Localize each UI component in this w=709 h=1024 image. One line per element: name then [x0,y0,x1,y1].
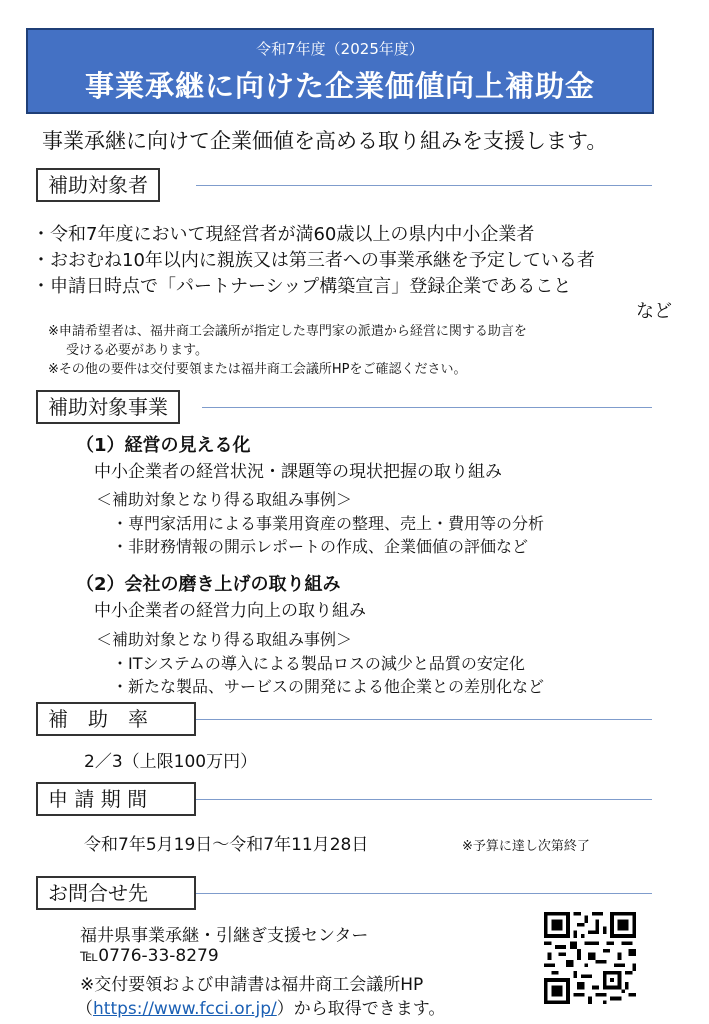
section-rule [202,407,652,408]
contact-org: 福井県事業承継・引継ぎ支援センター [80,926,369,946]
section-rule [196,719,652,720]
lead-text: 事業承継に向けて企業価値を高める取り組みを支援します。 [42,129,608,153]
target-bullet: ・申請日時点で「パートナーシップ構築宣言」登録企業であること [32,276,572,297]
section-target-label: 補助対象者 [36,168,160,202]
target-note: ※申請希望者は、福井商工会議所が指定した専門家の派遣から経営に関する助言を [48,324,527,339]
examples-title: ＜補助対象となり得る取組み事例＞ [96,490,353,509]
contact-tel: ℡0776-33-8279 [80,946,219,966]
website-link[interactable]: https://www.fcci.or.jp/ [93,999,277,1019]
page-title: 事業承継に向けた企業価値向上補助金 [84,69,595,103]
section-projects-label: 補助対象事業 [36,390,180,424]
qr-code-icon [544,912,636,1004]
target-etc: など [636,301,672,322]
project-desc: 中小企業者の経営状況・課題等の現状把握の取り組み [94,462,502,482]
url-paren-open: （ [76,999,93,1019]
target-note: 受ける必要があります。 [66,343,208,358]
examples-title: ＜補助対象となり得る取組み事例＞ [96,630,353,649]
title-banner [26,28,654,114]
target-bullet: ・令和7年度において現経営者が満60歳以上の県内中小企業者 [32,224,535,245]
period-note: ※予算に達し次第終了 [462,839,590,854]
example-item: ・新たな製品、サービスの開発による他企業との差別化など [112,677,545,696]
contact-note: ※交付要領および申請書は福井商工会議所HP [80,975,424,995]
section-rate-label: 補 助 率 [36,702,196,736]
example-item: ・非財務情報の開示レポートの作成、企業価値の評価など [112,537,529,556]
section-contact-label: お問合せ先 [36,876,196,910]
section-period-label: 申 請 期 間 [36,782,196,816]
project-heading: （2）会社の磨き上げの取り組み [76,574,341,595]
period-value: 令和7年5月19日～令和7年11月28日 [84,835,369,855]
example-item: ・ITシステムの導入による製品ロスの減少と品質の安定化 [112,654,525,673]
rate-value: 2／3（上限100万円） [84,752,258,772]
contact-url-line [76,994,445,1019]
url-paren-close: ）から取得できます。 [276,999,446,1019]
section-rule [196,185,652,186]
target-bullet: ・おおむね10年以内に親族又は第三者への事業承継を予定している者 [32,250,595,271]
target-note: ※その他の要件は交付要領または福井商工会議所HPをご確認ください。 [48,362,467,377]
section-rule [196,799,652,800]
project-desc: 中小企業者の経営力向上の取り組み [94,601,366,621]
example-item: ・専門家活用による事業用資産の整理、売上・費用等の分析 [112,514,545,533]
section-rule [196,893,652,894]
fiscal-year: 令和7年度（2025年度） [256,40,424,58]
project-heading: （1）経営の見える化 [76,435,251,456]
